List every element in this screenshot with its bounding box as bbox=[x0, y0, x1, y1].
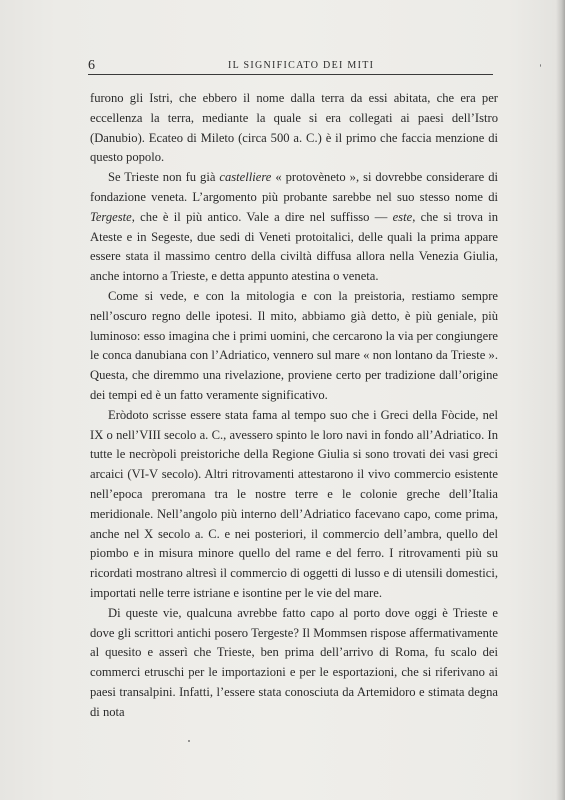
page-number: 6 bbox=[88, 58, 95, 73]
body-text bbox=[90, 89, 498, 723]
text-run: Di queste vie, qualcuna avrebbe fatto capo al porto dove oggi è Trieste e dove gli scrittori antichi posero Tergeste? Il Mommsen rispose affermativamente al quesito e asserì che Trieste, ben prima dell’arrivo di Roma, fu scalo dei commerci etruschi per le importazioni e per le esportazioni, che si riferivano ai paesi transalpini. Infatti, l’essere stata conosciuta da Artemidoro e stimata degna di nota bbox=[90, 605, 498, 719]
italic-term: este bbox=[392, 209, 413, 224]
paragraph bbox=[90, 604, 498, 723]
paper-speck bbox=[188, 740, 190, 742]
page-edge-shadow bbox=[556, 0, 565, 800]
running-title: IL SIGNIFICATO DEI MITI bbox=[228, 60, 375, 71]
paragraph bbox=[90, 406, 498, 604]
text-run: furono gli Istri, che ebbero il nome dalla terra da essi abitata, che era per eccellenza la terra, mediante la quale si era collegati ai paesi dell’Istro (Danubio). Ecateo di Mileto (circa 500 a. C.) è il primo che faccia menzione di questo popolo. bbox=[90, 91, 498, 165]
paper-speck bbox=[540, 64, 541, 67]
text-run: , che è il più antico. Vale a dire nel suffisso — bbox=[131, 209, 393, 224]
text-run: , che si trova in Ateste e in Segeste, due sedi di Veneti protoitalici, delle quali la prima appare essere stata il massimo centro della civiltà diffusa allora nella Venezia Giulia, anche intorno a Trieste, e detta appunto atestina o veneta. bbox=[90, 209, 499, 284]
text-run: Come si vede, e con la mitologia e con la preistoria, restiamo sempre nell’oscuro regno delle ipotesi. Il mito, abbiamo già detto, è più geniale, più luminoso: esso imagina che i primi uomini, che cercarono la via per congiungere le conca danubiana con l’Adriatico, vennero sul mare « non lontano da Trieste ». Questa, che diremmo una rivelazione, proviene certo per tradizione dall’origine dei tempi ed è un fatto veramente significativo. bbox=[90, 288, 498, 402]
italic-term: Tergeste bbox=[90, 209, 132, 224]
text-run: « protovèneto », si dovrebbe considerare di fondazione veneta. L’argomento più probante sarebbe nel suo stesso nome di bbox=[90, 170, 498, 204]
text-run: Se Trieste non fu già bbox=[108, 170, 220, 185]
header-rule bbox=[88, 74, 493, 75]
paragraph bbox=[90, 89, 498, 168]
paragraph bbox=[90, 168, 498, 287]
paragraph bbox=[90, 287, 498, 406]
text-run: Eròdoto scrisse essere stata fama al tempo suo che i Greci della Fòcide, nel IX o nell’VIII secolo a. C., avessero spinto le loro navi in fondo all’Adriatico. In tutte le necròpoli preistoriche della Regione Giulia si sono trovati dei vasi greci arcaici (VI-V secolo). Altri ritrovamenti attestarono il vivo commercio esistente nell’epoca preromana tra le nostre terre e le colonie greche dell’Italia meridionale. Nell’angolo più interno dell’Adriatico facevano capo, come prima, anche nel X secolo a. C. e nei posteriori, il commercio dell’ambra, quello del piombo e in misura minore quello del rame e del ferro. I ritrovamenti più su ricordati mostrano altresì il commercio di oggetti di lusso e di utensili domestici, importati nelle terre istriane e isontine per le vie del mare. bbox=[90, 407, 498, 600]
italic-term: castelliere bbox=[219, 170, 272, 185]
